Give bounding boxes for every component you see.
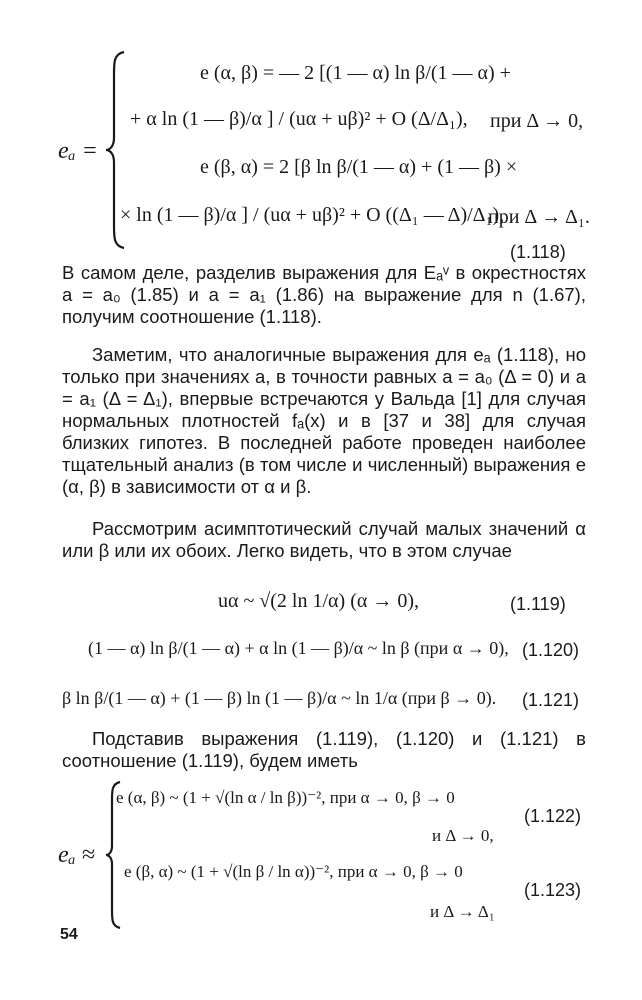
equation-number-1118: (1.118) — [510, 242, 566, 262]
paragraph-2: Заметим, что аналогичные выражения для eₐ (1.118), но только при значениях a, в точности равных a = a₀ (Δ = 0) и a = a₁ (Δ = Δ₁), впервые встречаются у Вальда [1] для случая нормальных плотностей fₐ(x) и в [37 и 38] для случая близких гипотез. В последней работе проведен наиболее тщательный анализ (в том числе и численный) выражения e (α, β) в зависимости от α и β. — [62, 344, 586, 497]
equation-number-1123: (1.123) — [524, 880, 582, 900]
system-1118-line1: e (α, β) = — 2 [(1 — α) ln β/(1 — α) + — [200, 62, 511, 84]
system-1118-line3: e (β, α) = 2 [β ln β/(1 — α) + (1 — β) × — [200, 156, 518, 178]
system-1118-lhs: eₐ = — [58, 138, 98, 164]
equation-number-1122: (1.122) — [524, 806, 582, 826]
equation-number-1119: (1.119) — [510, 594, 566, 614]
system-1122-line1: e (α, β) ~ (1 + √(ln α / ln β))⁻², при α → 0, β → 0 — [116, 788, 455, 807]
paragraph-3: Рассмотрим асимптотический случай малых значений α или β или их обоих. Легко видеть, что в этом случае — [62, 518, 586, 561]
system-1118-line4-condition: при Δ → Δ₁. — [488, 206, 590, 228]
system-1122-line1b: и Δ → 0, — [432, 826, 494, 845]
system-1118-line2: + α ln (1 — β)/α ] / (uα + uβ)² + O (Δ/Δ₁), — [130, 108, 468, 130]
equation-number-1121: (1.121) — [522, 690, 580, 710]
equation-1121: β ln β/(1 — α) + (1 — β) ln (1 — β)/α ~ ln 1/α (при β → 0). — [62, 688, 497, 708]
system-1122-line2: e (β, α) ~ (1 + √(ln β / ln α))⁻², при α → 0, β → 0 — [124, 862, 463, 881]
equation-number-1120: (1.120) — [522, 640, 580, 660]
system-1122-line2b: и Δ → Δ₁ — [430, 902, 495, 921]
paragraph-1: В самом деле, разделив выражения для Eₐᵛ в окрестностях a = a₀ (1.85) и a = a₁ (1.86) на выражение для n (1.67), получим соотношение (1.118). — [62, 262, 586, 327]
equation-1119: uα ~ √(2 ln 1/α) (α → 0), — [218, 590, 419, 612]
system-1118-line2-condition: при Δ → 0, — [490, 110, 584, 132]
system-1122-lhs: eₐ ≈ — [58, 842, 95, 868]
system-1118-line4: × ln (1 — β)/α ] / (uα + uβ)² + O ((Δ₁ — Δ)/Δ₁), — [120, 204, 505, 226]
paragraph-4: Подставив выражения (1.119), (1.120) и (1.121) в соотношение (1.119), будем иметь — [62, 728, 586, 771]
equation-1120: (1 — α) ln β/(1 — α) + α ln (1 — β)/α ~ ln β (при α → 0), — [88, 638, 509, 658]
page-number: 54 — [60, 926, 78, 943]
